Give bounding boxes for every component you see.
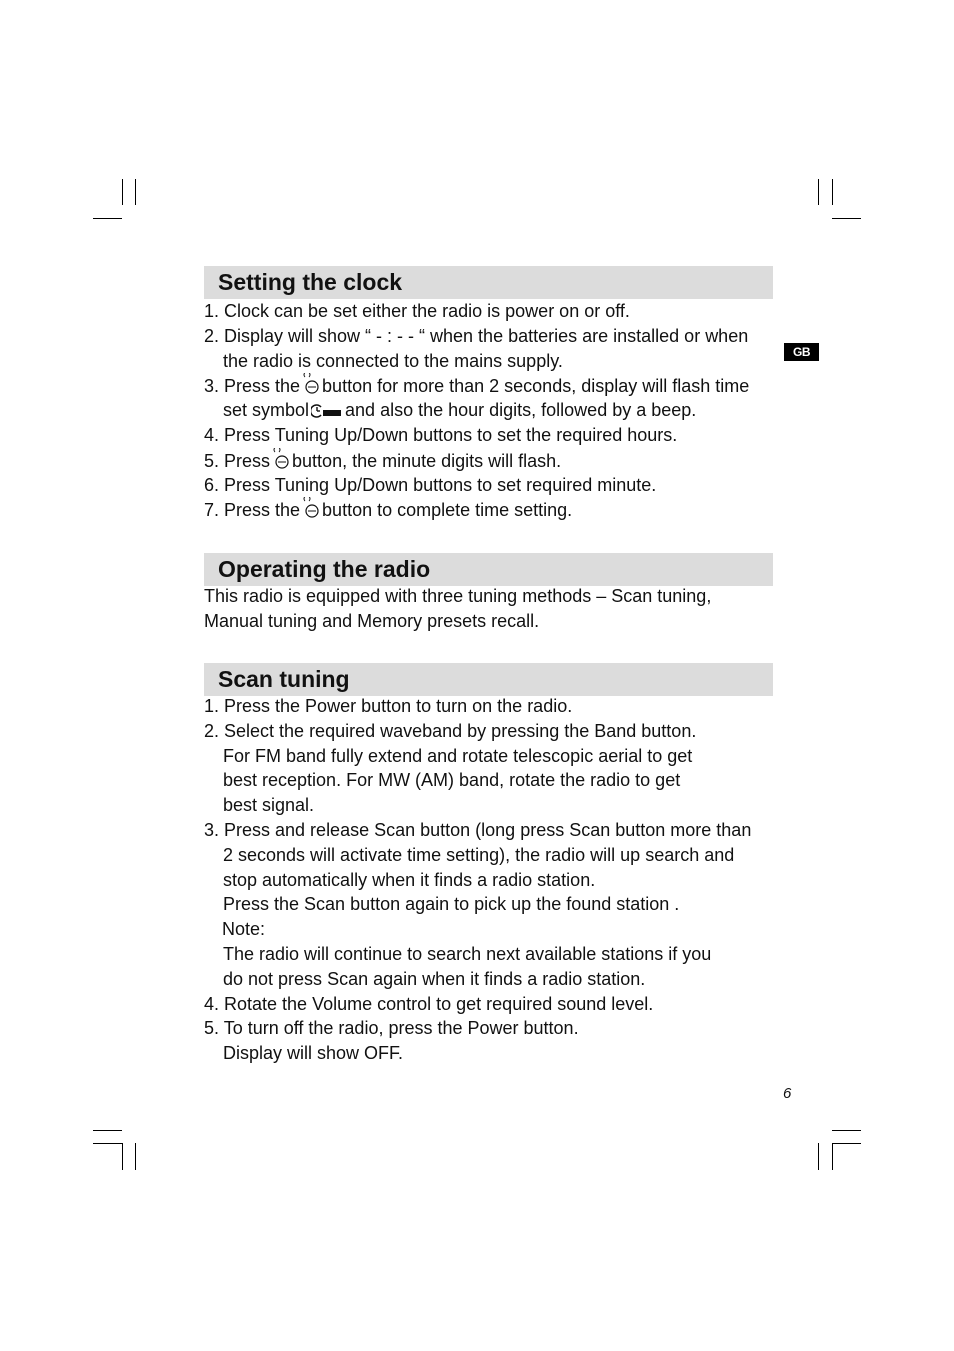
list-item: For FM band fully extend and rotate telescopic aerial to get: [223, 745, 693, 766]
paragraph-line: Manual tuning and Memory presets recall.: [204, 610, 540, 631]
list-item: Press the Scan button again to pick up the found station .: [223, 894, 680, 915]
crop-mark: [832, 179, 833, 205]
crop-mark: [93, 1130, 122, 1131]
crop-mark: [122, 179, 123, 205]
list-item: 3. Press and release Scan button (long press Scan button more than: [204, 819, 752, 840]
list-item: the radio is connected to the mains supply.: [223, 350, 563, 371]
list-item: Note:: [222, 919, 266, 940]
list-item: The radio will continue to search next available stations if you: [223, 943, 712, 964]
clock-steps-list: [204, 299, 779, 522]
step-text: button to complete time setting.: [322, 500, 573, 521]
list-item: best signal.: [223, 795, 315, 816]
list-item: 5. To turn off the radio, press the Power button.: [204, 1018, 579, 1039]
list-item: 2. Display will show “ - : - - “ when the batteries are installed or when: [204, 325, 749, 346]
crop-mark: [93, 1143, 122, 1144]
section-title-operating-radio: Operating the radio: [204, 553, 773, 586]
list-item: 2 seconds will activate time setting), the radio will up search and: [223, 844, 735, 865]
page-number: 6: [783, 1085, 792, 1102]
list-item: 4. Rotate the Volume control to get required sound level.: [204, 993, 654, 1014]
section-title-scan-tuning: Scan tuning: [204, 663, 773, 696]
set-scan-button-icon: [302, 497, 320, 526]
crop-mark: [122, 1143, 123, 1170]
step-text: set symbol: [223, 400, 310, 421]
list-item: [204, 373, 779, 398]
list-item: [204, 448, 779, 473]
crop-mark: [832, 1130, 861, 1131]
crop-mark: [832, 218, 861, 219]
step-text: button, the minute digits will flash.: [292, 450, 562, 471]
step-text: and also the hour digits, followed by a beep.: [345, 400, 697, 421]
step-text: 5. Press: [204, 450, 271, 471]
step-text: 3. Press the: [204, 376, 301, 397]
crop-mark: [832, 1143, 861, 1144]
list-item: 6. Press Tuning Up/Down buttons to set required minute.: [204, 474, 657, 495]
list-item: 2. Select the required waveband by pressing the Band button.: [204, 720, 697, 741]
crop-mark: [135, 179, 136, 205]
list-item: 1. Clock can be set either the radio is power on or off.: [204, 301, 630, 321]
list-item: [204, 398, 779, 423]
list-item: 1. Press the Power button to turn on the radio.: [204, 696, 573, 716]
step-text: 7. Press the: [204, 500, 301, 521]
list-item: best reception. For MW (AM) band, rotate the radio to get: [223, 770, 681, 791]
list-item: 4. Press Tuning Up/Down buttons to set the required hours.: [204, 424, 678, 445]
crop-mark: [93, 218, 122, 219]
scan-steps-list: [204, 694, 779, 1066]
list-item: do not press Scan again when it finds a radio station.: [223, 968, 646, 989]
crop-mark: [818, 1143, 819, 1170]
list-item: stop automatically when it finds a radio station.: [223, 869, 596, 890]
crop-mark: [832, 1143, 833, 1170]
list-item: [204, 497, 779, 522]
radio-intro-text: [204, 584, 779, 634]
step-text: button for more than 2 seconds, display will flash time: [322, 376, 750, 397]
paragraph-line: This radio is equipped with three tuning methods – Scan tuning,: [204, 586, 712, 606]
crop-mark: [135, 1143, 136, 1170]
section-title-setting-clock: Setting the clock: [204, 266, 773, 299]
language-badge: GB: [784, 343, 819, 361]
crop-mark: [818, 179, 819, 205]
list-item: Display will show OFF.: [223, 1043, 404, 1064]
